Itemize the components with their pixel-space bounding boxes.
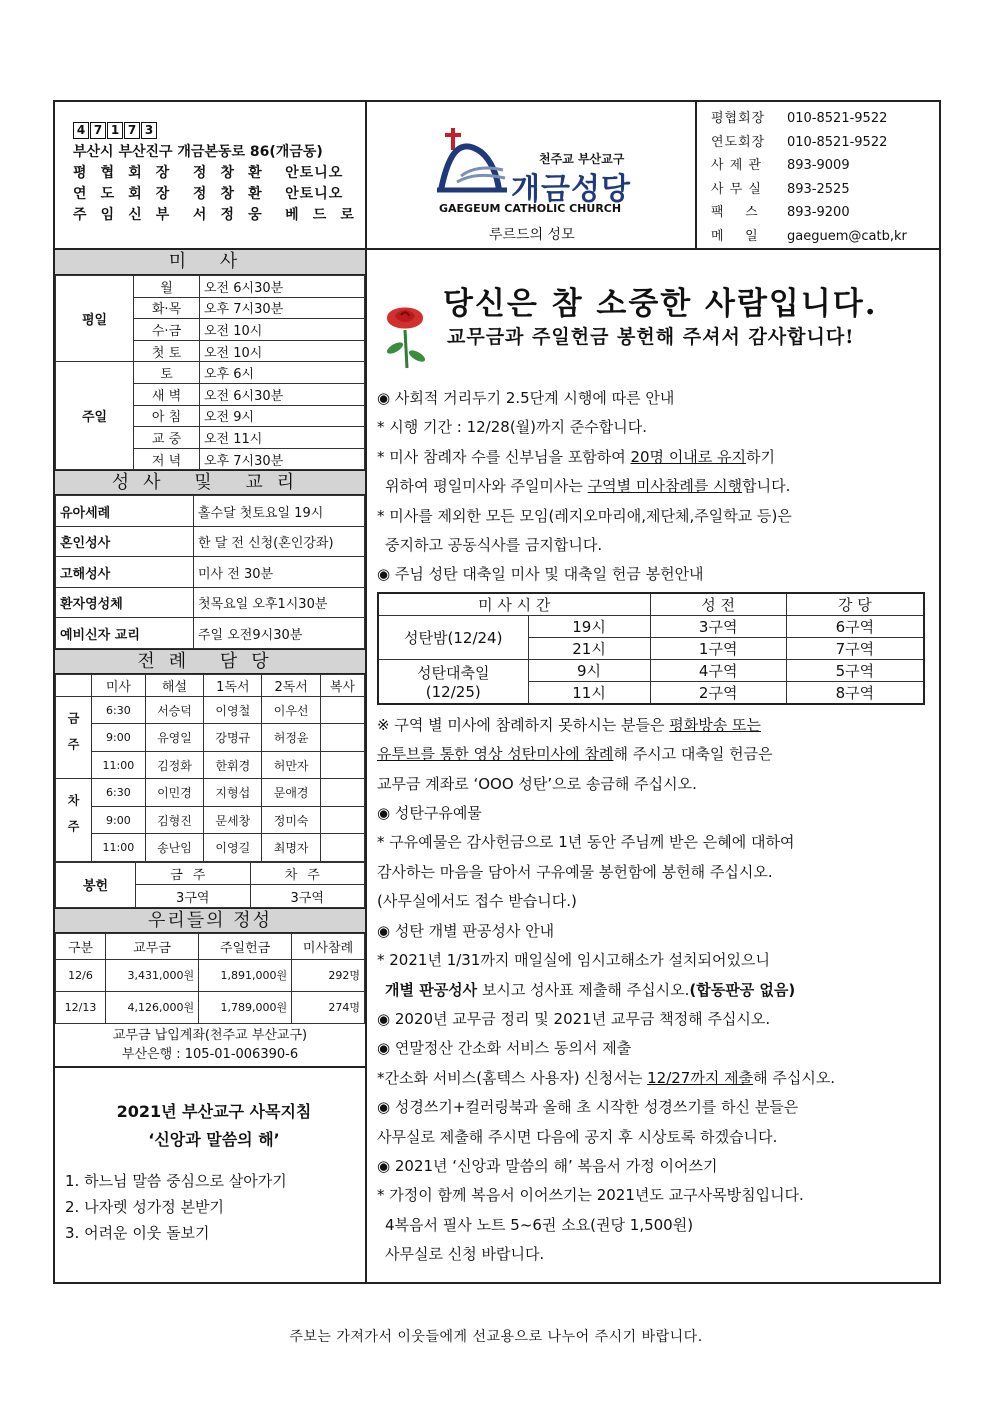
table-row: 11시 2구역 8구역: [378, 681, 924, 704]
mass-section-title: 미 사: [55, 250, 365, 275]
table-row: 금주 6:30 서승덕 이영철 이우선: [56, 696, 365, 724]
notice-heading: ◉ 연말정산 간소화 서비스 동의서 제출: [377, 1039, 632, 1058]
notice-heading: ◉ 주님 성탄 대축일 미사 및 대축일 헌금 봉헌안내: [377, 565, 704, 584]
table-row: 21시 1구역 7구역: [378, 637, 924, 659]
logo-diocese: 천주교 부산교구: [539, 152, 625, 166]
notice-line: * 미사 참례자 수를 신부님을 포함하여 20명 이내로 유지하기: [377, 447, 776, 466]
table-row: 9:00 김형진 문세창 정미숙: [56, 806, 365, 834]
staff-row: 주 임 신 부 서 정 웅 베 드 로: [73, 207, 359, 223]
table-row: 주일 토 오후 6시: [56, 362, 365, 384]
notice-line: 사무실로 신청 바랍니다.: [385, 1245, 545, 1264]
contact-row: 사 제 관 893-9009: [711, 158, 850, 174]
contact-row: 사 무 실 893-2525: [711, 181, 850, 197]
table-row: 12/6 3,431,000원 1,891,000원 292명: [56, 959, 365, 991]
notice-heading: ◉ 성탄구유예물: [377, 804, 482, 823]
table-row: 봉헌 금주 차주: [56, 862, 365, 885]
notice-line: 유투브를 통한 영상 성탄미사에 참례해 주시고 대축일 헌금은: [377, 745, 773, 764]
pastoral-guideline: [55, 1068, 365, 1246]
table-row: 교 중 오전 11시: [56, 427, 365, 449]
offering-table: [55, 862, 365, 908]
notice-line: * 가정이 함께 복음서 이어쓰기는 2021년도 교구사목방침입니다.: [377, 1186, 804, 1205]
logo-english: GAEGEUM CATHOLIC CHURCH: [439, 202, 622, 215]
account-info: [55, 1024, 365, 1068]
zip-code: [73, 122, 365, 139]
sacrament-table: [55, 495, 365, 649]
table-row: 유아세례 홀수달 첫토요일 19시: [56, 496, 365, 527]
table-row: 11:00 김정화 한휘경 허만자: [56, 751, 365, 779]
sunday-label: 주일: [56, 362, 134, 470]
table-row: 고해성사 미사 전 30분: [56, 557, 365, 588]
mass-schedule-table: [55, 275, 365, 470]
zip-digit: 7: [124, 122, 140, 139]
church-logo-block: [369, 102, 697, 248]
table-row: 혼인성사 한 달 전 신청(혼인강좌): [56, 526, 365, 557]
donation-table: [55, 933, 365, 1024]
table-row: 11:00 송난임 이영길 최명자: [56, 834, 365, 862]
table-row: 아 침 오전 9시: [56, 405, 365, 427]
christmas-mass-table: [377, 592, 925, 705]
table-row: 새 벽 오전 6시30분: [56, 383, 365, 405]
table-header-row: 구분 교무금 주일헌금 미사참례: [56, 933, 365, 959]
notice-line: 사무실로 제출해 주시면 다음에 공지 후 시상토록 하겠습니다.: [377, 1127, 778, 1146]
xmas-day-cell: 성탄대축일 (12/25): [378, 659, 528, 704]
pastoral-subtitle: ‘신앙과 말씀의 해’: [148, 1129, 280, 1149]
notice-line: 4복음서 필사 노트 5~6권 소요(권당 1,500원): [385, 1215, 694, 1234]
left-column: [55, 250, 367, 1284]
table-row: 성탄밤(12/24) 19시 3구역 6구역: [378, 615, 924, 637]
notice-line: *간소화 서비스(홈텍스 사용자) 신청서는 12/27까지 제출해 주십시오.: [377, 1068, 836, 1087]
bulletin-frame: [53, 100, 941, 1284]
contact-row: 메 일 gaeguem@catb,kr: [711, 228, 907, 244]
notice-line: * 구유예물은 감사헌금으로 1년 동안 주님께 받은 은혜에 대하여: [377, 833, 795, 852]
sacrament-section-title: 성사 및 교리: [55, 470, 365, 495]
table-row: 차주 6:30 이민경 지형섭 문애경: [56, 779, 365, 807]
notice-heading: ◉ 성탄 개별 판공성사 안내: [377, 921, 555, 940]
notice-line: 개별 판공성사 보시고 성사표 제출해 주십시오.(합동판공 없음): [385, 980, 796, 999]
address: 부산시 부산진구 개금본동로 86(개금동): [73, 144, 323, 160]
banner-title: 당신은 참 소중한 사람입니다.: [443, 286, 878, 322]
notice-line: * 2021년 1/31까지 매일실에 임시고해소가 설치되어있으니: [377, 951, 771, 970]
notice-heading: ◉ 2021년 ‘신앙과 말씀의 해’ 복음서 가정 이어쓰기: [377, 1156, 718, 1175]
contact-row: 평협회장 010-8521-9522: [711, 111, 888, 126]
liturgy-table: [55, 674, 365, 862]
banner-subtitle: 교무금과 주일헌금 봉헌해 주셔서 감사합니다!: [447, 326, 855, 348]
patron-saint: 루르드의 성모: [489, 227, 575, 243]
notice-line: (사무실에서도 접수 받습니다.): [377, 892, 577, 911]
staff-row: 연 도 회 장 정 창 환 안토니오: [73, 186, 344, 202]
table-row: 환자영성체 첫목요일 오후1시30분: [56, 587, 365, 618]
notice-heading: ◉ 사회적 거리두기 2.5단계 시행에 따른 안내: [377, 389, 675, 407]
table-row: 9:00 유영일 강명규 허정윤: [56, 724, 365, 752]
contact-row: 연도회장 010-8521-9522: [711, 134, 888, 150]
notice-heading: ◉ 성경쓰기+컬러링북과 올해 초 시작한 성경쓰기를 하신 분들은: [377, 1098, 799, 1117]
liturgy-section-title: 전례 담당: [55, 649, 365, 674]
logo-church-name: 개금성당: [511, 172, 631, 207]
contact-block: [699, 102, 939, 248]
staff-row: 평 협 회 장 정 창 환 안토니오: [73, 165, 344, 181]
table-row: 12/13 4,126,000원 1,789,000원 274명: [56, 991, 365, 1023]
list-item: 1. 하느님 말씀 중심으로 살아가기: [65, 1171, 287, 1190]
weekday-label: 평일: [56, 276, 134, 362]
table-row: 예비신자 교리 주일 오전9시30분: [56, 618, 365, 649]
pastoral-title: 2021년 부산교구 사목지침: [116, 1101, 312, 1121]
donation-section-title: 우리들의 정성: [55, 908, 365, 933]
table-row: 성탄대축일 (12/25) 9시 4구역 5구역: [378, 659, 924, 681]
thanks-banner: [369, 250, 939, 368]
account-title: 교무금 납입계좌(천주교 부산교구): [112, 1027, 308, 1043]
notice-line: 위하여 평일미사와 주일미사는 구역별 미사참례를 시행합니다.: [385, 477, 791, 496]
header-address-block: [55, 102, 367, 248]
notice-heading: ◉ 2020년 교무금 정리 및 2021년 교무금 책정해 주십시오.: [377, 1009, 771, 1028]
table-header-row: 미사 해설 1독서 2독서 복사: [56, 674, 365, 696]
contact-row: 팩 스 893-9200: [711, 205, 850, 221]
notice-line: ※ 구역 별 미사에 참례하지 못하시는 분들은 평화방송 또는: [377, 715, 761, 734]
table-row: 저 녁 오후 7시30분: [56, 448, 365, 470]
zip-digit: 1: [107, 122, 123, 139]
notice-line: 중지하고 공동식사를 금지합니다.: [385, 536, 603, 555]
list-item: 3. 어려운 이웃 돌보기: [65, 1223, 210, 1242]
table-row: 화·목 오후 7시30분: [56, 297, 365, 319]
header: [55, 102, 939, 250]
right-column: [369, 250, 939, 1284]
zip-digit: 7: [90, 122, 106, 139]
rose-icon: [377, 300, 433, 370]
zip-digit: 3: [141, 122, 157, 139]
zip-digit: 4: [73, 122, 89, 139]
notice-line: 교무금 계좌로 ‘OOO 성탄’으로 송금해 주십시오.: [377, 774, 697, 793]
church-logo-icon: [431, 120, 511, 205]
table-row: 평일 월 오전 6시30분: [56, 276, 365, 298]
list-item: 2. 나자렛 성가정 본받기: [65, 1197, 225, 1216]
table-row: 수·금 오전 10시: [56, 319, 365, 341]
notice-line: * 미사를 제외한 모든 모임(레지오마리애,제단체,주일학교 등)은: [377, 506, 792, 525]
notice-line: 감사하는 마음을 담아서 구유예물 봉헌함에 봉헌해 주십시오.: [377, 862, 773, 881]
table-header-row: 미 사 시 간 성 전 강 당: [378, 593, 924, 616]
table-row: 3구역 3구역: [56, 885, 365, 908]
table-row: 첫 토 오전 10시: [56, 340, 365, 362]
account-number: 부산은행 : 105-01-006390-6: [121, 1046, 299, 1062]
notices: [377, 384, 933, 1270]
footer-note: 주보는 가져가서 이웃들에게 선교용으로 나누어 주시기 바랍니다.: [289, 1329, 703, 1345]
notice-line: * 시행 기간 : 12/28(월)까지 준수합니다.: [377, 418, 647, 437]
